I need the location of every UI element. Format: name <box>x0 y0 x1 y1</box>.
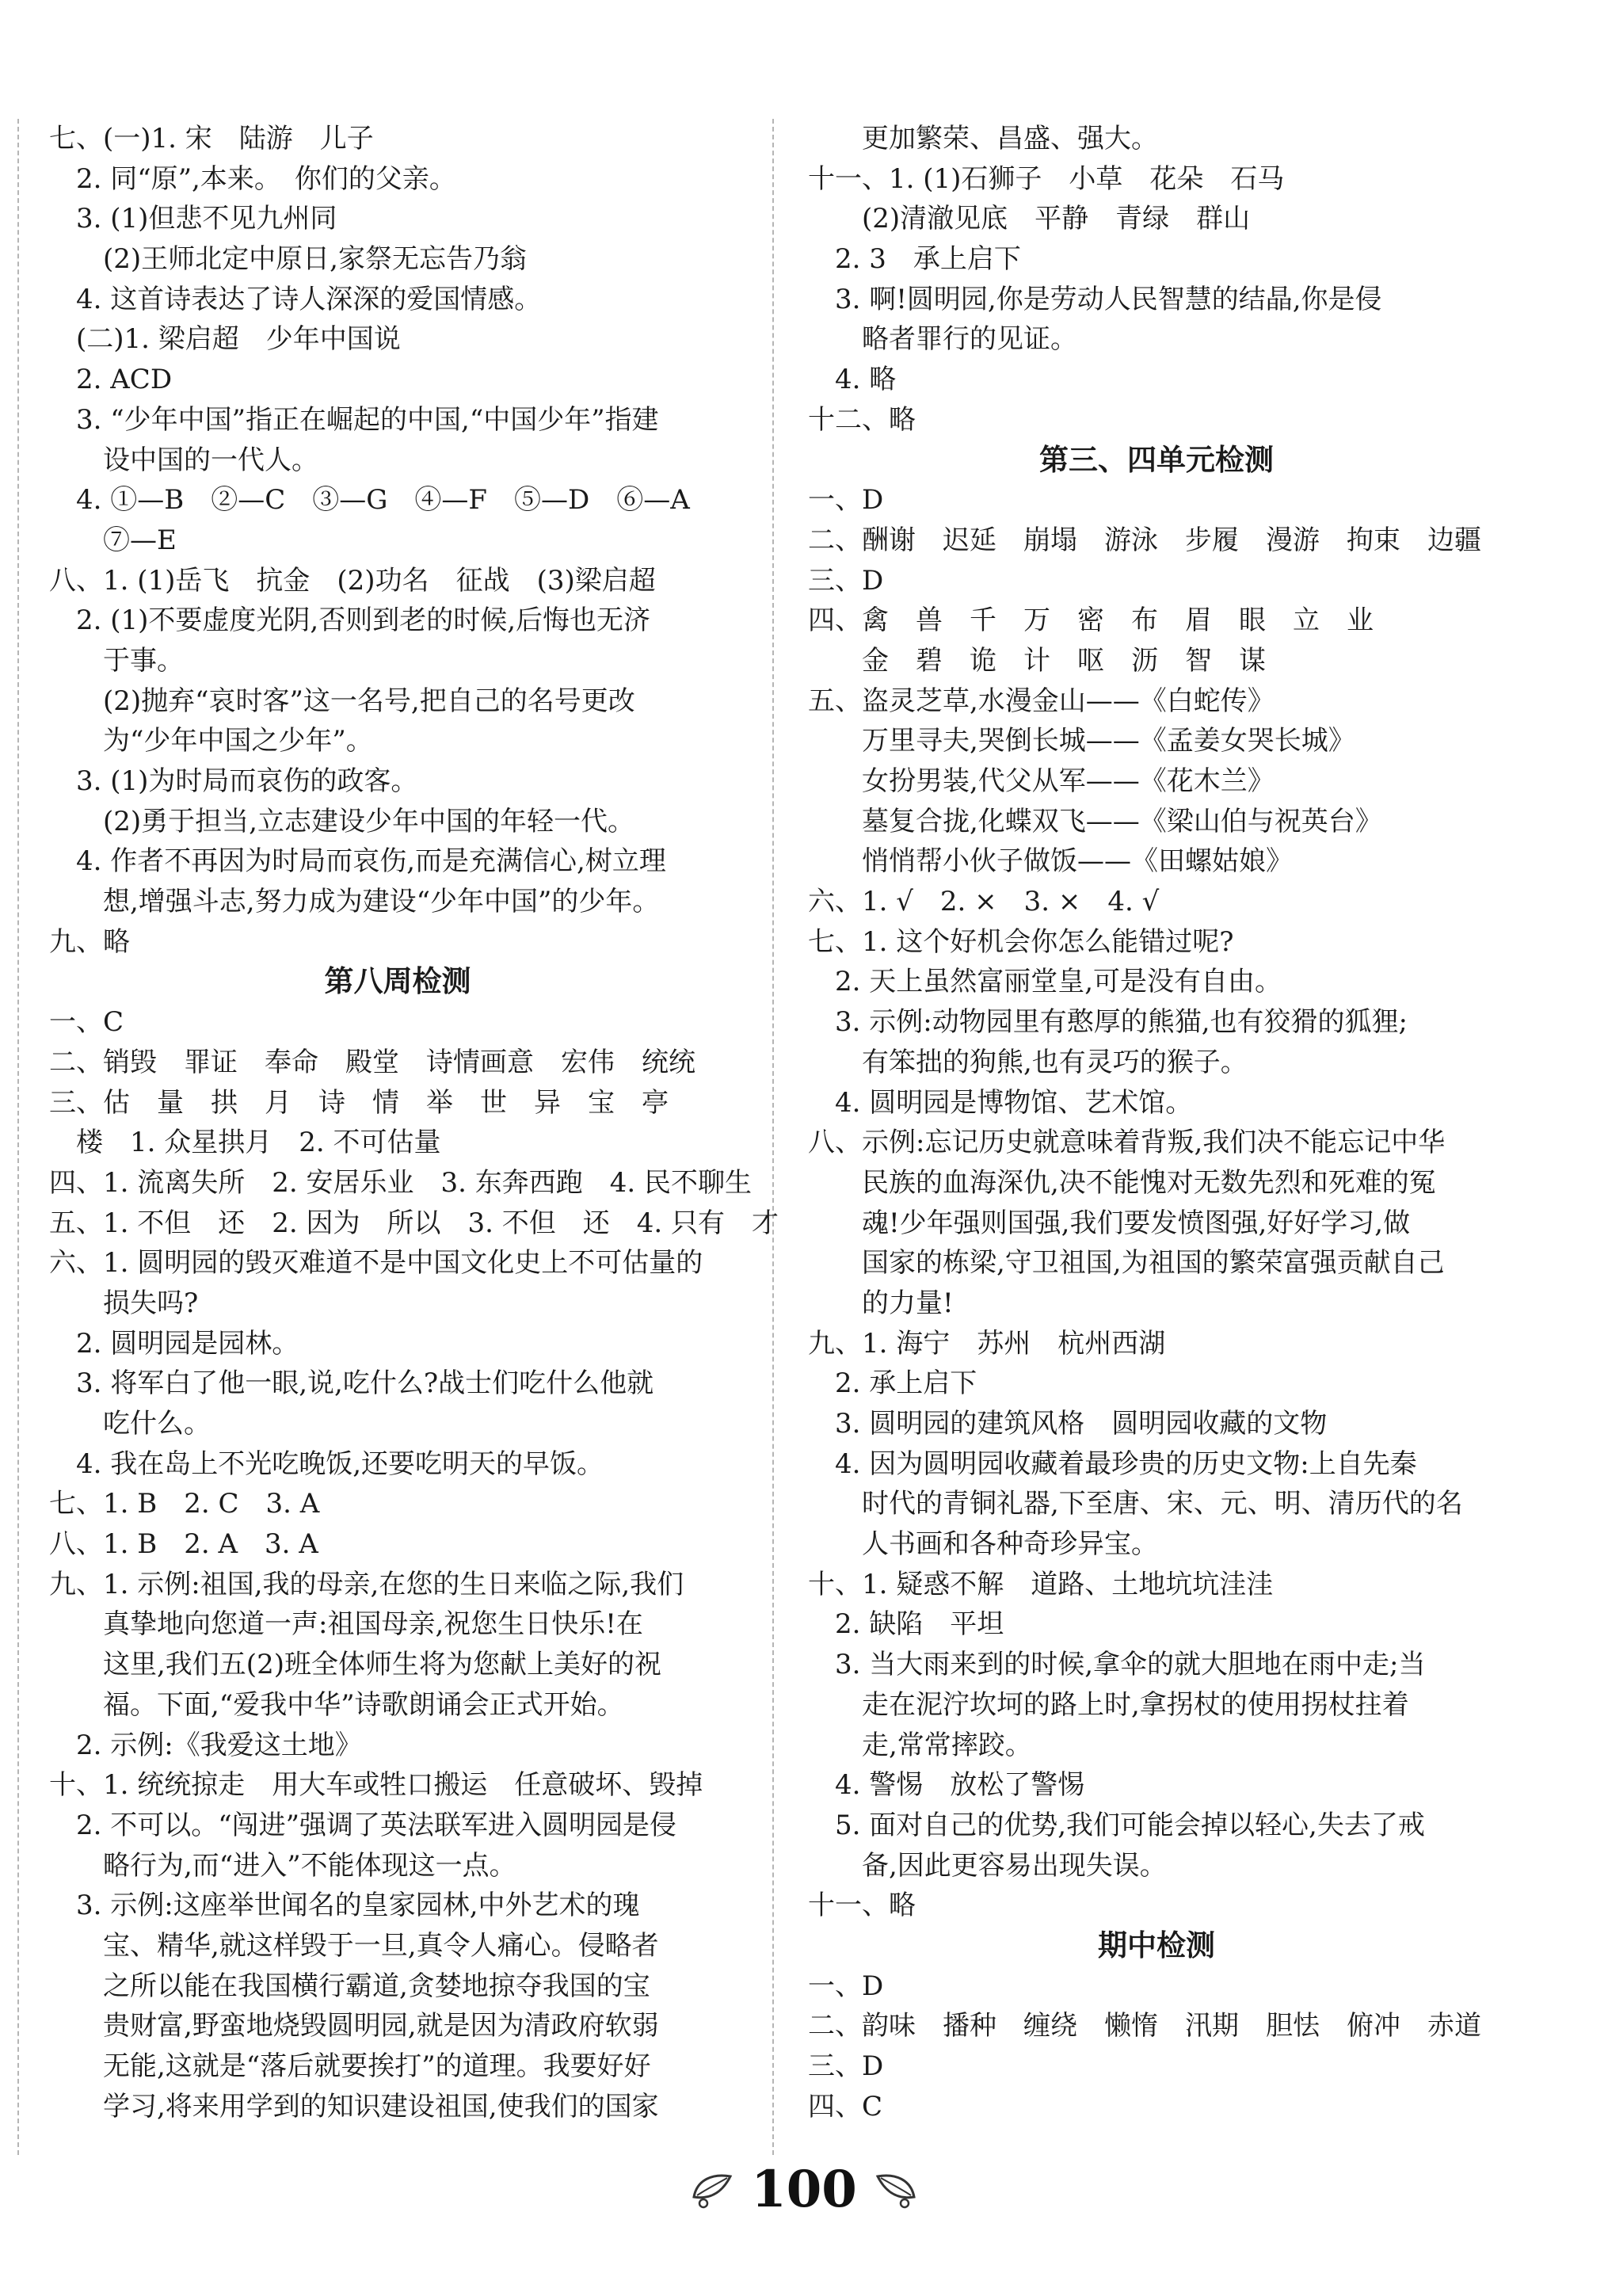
answer-line: 2. 示例:《我爱这土地》 <box>49 1729 362 1761</box>
section-title: 第八周检测 <box>324 964 471 999</box>
leaf-ornament-icon <box>689 2165 737 2213</box>
answer-line: 3. 圆明园的建筑风格 圆明园收藏的文物 <box>808 1408 1328 1440</box>
answer-line: 九、1. 海宁 苏州 杭州西湖 <box>808 1327 1166 1360</box>
answer-line: 略行为,而“进入”不能体现这一点。 <box>49 1849 516 1882</box>
answer-line: 十二、略 <box>808 403 916 436</box>
answer-line: 3. 啊!圆明园,你是劳动人民智慧的结晶,你是侵 <box>808 283 1382 315</box>
answer-line: 于事。 <box>49 644 184 677</box>
answer-line: 2. 不可以。“闯进”强调了英法联军进入圆明园是侵 <box>49 1809 677 1841</box>
answer-line: 四、C <box>808 2090 883 2122</box>
answer-line: 2. 承上启下 <box>808 1367 977 1400</box>
section-title: 第三、四单元检测 <box>1039 442 1274 477</box>
answer-line: 十一、1. (1)石狮子 小草 花朵 石马 <box>808 162 1285 195</box>
answer-line: 八、1. (1)岳飞 抗金 (2)功名 征战 (3)梁启超 <box>49 564 656 597</box>
answer-line: 2. 同“原”,本来。 你们的父亲。 <box>49 162 456 195</box>
answer-line: 十一、略 <box>808 1890 916 1922</box>
answer-line: 2. (1)不要虚度光阴,否则到老的时候,后悔也无济 <box>49 605 651 637</box>
answer-line: 2. ACD <box>49 364 173 396</box>
answer-line: 4. ①—B ②—C ③—G ④—F ⑤—D ⑥—A <box>49 484 690 517</box>
answer-line: 五、1. 不但 还 2. 因为 所以 3. 不但 还 4. 只有 才 <box>49 1207 779 1239</box>
leaf-ornament-icon <box>871 2165 919 2213</box>
answer-line: 之所以能在我国横行霸道,贪婪地掠夺我国的宝 <box>49 1970 650 2002</box>
answer-line: 五、盗灵芝草,水漫金山——《白蛇传》 <box>808 685 1275 717</box>
answer-line: (2)清澈见底 平静 青绿 群山 <box>808 203 1251 235</box>
answer-line: 3. 将军白了他一眼,说,吃什么?战士们吃什么他就 <box>49 1367 654 1400</box>
answer-line: 3. 当大雨来到的时候,拿伞的就大胆地在雨中走;当 <box>808 1649 1426 1681</box>
answer-line: 六、1. √ 2. × 3. × 4. √ <box>808 886 1160 918</box>
answer-line: 七、1. 这个好机会你怎么能错过呢? <box>808 925 1234 958</box>
answer-line: 十、1. 统统掠走 用大车或牲口搬运 任意破坏、毁掉 <box>49 1769 703 1802</box>
answer-line: 的力量! <box>808 1287 954 1319</box>
answer-line: 七、1. B 2. C 3. A <box>49 1488 320 1520</box>
answer-line: 万里寻夫,哭倒长城——《孟姜女哭长城》 <box>808 725 1355 757</box>
answer-line: 4. 作者不再因为时局而哀伤,而是充满信心,树立理 <box>49 845 666 878</box>
answer-line: 二、销毁 罪证 奉命 殿堂 诗情画意 宏伟 统统 <box>49 1046 695 1078</box>
answer-line: (2)王师北定中原日,家祭无忘告乃翁 <box>49 243 527 276</box>
answer-line: 宝、精华,就这样毁于一旦,真令人痛心。侵略者 <box>49 1929 659 1962</box>
answer-line: 金 碧 诡 计 呕 沥 智 谋 <box>808 644 1266 677</box>
answer-line: 时代的青铜礼器,下至唐、宋、元、明、清历代的名 <box>808 1488 1463 1520</box>
answer-line: 4. 略 <box>808 364 897 396</box>
answer-line: 3. (1)但悲不见九州同 <box>49 203 337 235</box>
answer-line: 4. 警惕 放松了警惕 <box>808 1769 1085 1802</box>
answer-line: 九、略 <box>49 925 130 958</box>
answer-line: 这里,我们五(2)班全体师生将为您献上美好的祝 <box>49 1649 661 1681</box>
page-number: 100 <box>751 2159 857 2219</box>
answer-line: 民族的血海深仇,决不能愧对无数先烈和死难的冤 <box>808 1166 1436 1199</box>
page-footer <box>0 2153 1608 2225</box>
answer-line: 贵财富,野蛮地烧毁圆明园,就是因为清政府软弱 <box>49 2010 659 2042</box>
answer-line: 墓复合拢,化蝶双飞——《梁山伯与祝英台》 <box>808 805 1382 837</box>
answer-line: 略者罪行的见证。 <box>808 323 1077 356</box>
answer-line: 六、1. 圆明园的毁灭难道不是中国文化史上不可估量的 <box>49 1247 703 1280</box>
answer-line: 走,常常摔跤。 <box>808 1729 1032 1761</box>
answer-line: 无能,这就是“落后就要挨打”的道理。我要好好 <box>49 2050 651 2082</box>
answer-line: 十、1. 疑惑不解 道路、土地坑坑洼洼 <box>808 1568 1274 1600</box>
answer-line: 3. 示例:这座举世闻名的皇家园林,中外艺术的瑰 <box>49 1890 640 1922</box>
right-column <box>808 119 1505 2126</box>
answer-line: 4. 我在岛上不光吃晚饭,还要吃明天的早饭。 <box>49 1447 604 1480</box>
answer-line: 一、D <box>808 1970 884 2002</box>
answer-line: 2. 3 承上启下 <box>808 243 1021 276</box>
answer-line: 魂!少年强则国强,我们要发愤图强,好好学习,做 <box>808 1207 1411 1239</box>
answer-line: 备,因此更容易出现失误。 <box>808 1849 1167 1882</box>
answer-line: 走在泥泞坎坷的路上时,拿拐杖的使用拐杖拄着 <box>808 1688 1409 1721</box>
answer-line: 2. 天上虽然富丽堂皇,可是没有自由。 <box>808 966 1282 998</box>
left-column <box>49 119 779 2126</box>
answer-line: 2. 圆明园是园林。 <box>49 1327 299 1360</box>
answer-line: (2)勇于担当,立志建设少年中国的年轻一代。 <box>49 805 634 837</box>
answer-line: 有笨拙的狗熊,也有灵巧的猴子。 <box>808 1046 1248 1078</box>
answer-line: 福。下面,“爱我中华”诗歌朗诵会正式开始。 <box>49 1688 624 1721</box>
answer-line: 二、韵味 播种 缠绕 懒惰 汛期 胆怯 俯冲 赤道 <box>808 2010 1481 2042</box>
answer-line: 三、D <box>808 2050 884 2082</box>
answer-line: 一、D <box>808 484 884 517</box>
answer-line: 3. “少年中国”指正在崛起的中国,“中国少年”指建 <box>49 403 659 436</box>
answer-line: 3. 示例:动物园里有憨厚的熊猫,也有狡猾的狐狸; <box>808 1006 1408 1039</box>
answer-line: 女扮男装,代父从军——《花木兰》 <box>808 765 1275 797</box>
section-title: 期中检测 <box>1098 1928 1215 1962</box>
answer-line: 人书画和各种奇珍异宝。 <box>808 1528 1158 1561</box>
answer-line: 5. 面对自己的优势,我们可能会掉以轻心,失去了戒 <box>808 1809 1425 1841</box>
answer-line: 想,增强斗志,努力成为建设“少年中国”的少年。 <box>49 886 660 918</box>
answer-line: 八、1. B 2. A 3. A <box>49 1528 318 1561</box>
answer-line: 4. 因为圆明园收藏着最珍贵的历史文物:上自先秦 <box>808 1447 1417 1480</box>
answer-line: 一、C <box>49 1006 124 1039</box>
answer-line: 更加繁荣、昌盛、强大。 <box>808 123 1158 154</box>
answer-line: 楼 1. 众星拱月 2. 不可估量 <box>49 1127 441 1159</box>
answer-line: 为“少年中国之少年”。 <box>49 725 373 757</box>
answer-line: 七、(一)1. 宋 陆游 儿子 <box>49 123 374 154</box>
answer-line: 四、1. 流离失所 2. 安居乐业 3. 东奔西跑 4. 民不聊生 <box>49 1166 752 1199</box>
answer-line: 学习,将来用学到的知识建设祖国,使我们的国家 <box>49 2090 659 2122</box>
answer-line: (2)抛弃“哀时客”这一名号,把自己的名号更改 <box>49 685 635 717</box>
answer-line: 设中国的一代人。 <box>49 444 318 476</box>
answer-line: 吃什么。 <box>49 1408 211 1440</box>
answer-line: 四、禽 兽 千 万 密 布 眉 眼 立 业 <box>808 605 1374 637</box>
left-margin-line <box>17 119 19 2155</box>
answer-line: 2. 缺陷 平坦 <box>808 1608 1004 1641</box>
answer-line: 真挚地向您道一声:祖国母亲,祝您生日快乐!在 <box>49 1608 643 1641</box>
column-divider <box>772 119 774 2155</box>
answer-line: 二、酬谢 迟延 崩塌 游泳 步履 漫游 拘束 边疆 <box>808 524 1481 556</box>
answer-line: ⑦—E <box>49 524 177 556</box>
answer-line: 国家的栋梁,守卫祖国,为祖国的繁荣富强贡献自己 <box>808 1247 1445 1280</box>
answer-line: 九、1. 示例:祖国,我的母亲,在您的生日来临之际,我们 <box>49 1568 684 1600</box>
answer-line: (二)1. 梁启超 少年中国说 <box>49 323 401 356</box>
answer-line: 4. 这首诗表达了诗人深深的爱国情感。 <box>49 283 542 315</box>
answer-line: 3. (1)为时局而哀伤的政客。 <box>49 765 418 797</box>
answer-line: 八、示例:忘记历史就意味着背叛,我们决不能忘记中华 <box>808 1127 1446 1159</box>
answer-line: 4. 圆明园是博物馆、艺术馆。 <box>808 1086 1193 1119</box>
answer-line: 损失吗? <box>49 1287 199 1319</box>
answer-line: 三、估 量 拱 月 诗 情 举 世 异 宝 亭 <box>49 1086 669 1119</box>
answer-line: 三、D <box>808 564 884 597</box>
answer-line: 悄悄帮小伙子做饭——《田螺姑娘》 <box>808 845 1293 878</box>
